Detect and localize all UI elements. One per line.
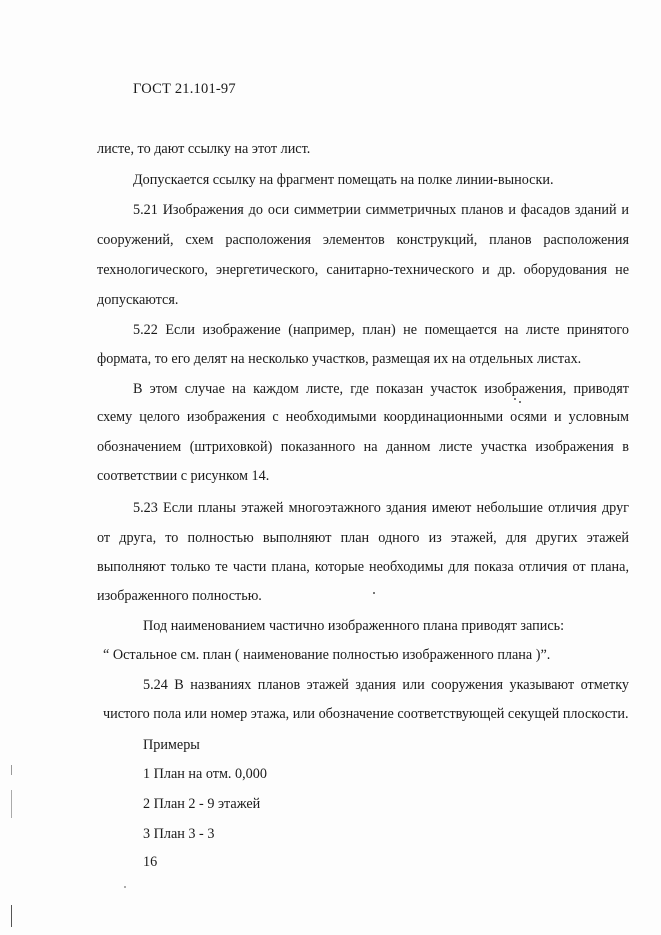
binding-mark [11, 790, 12, 818]
text-line: схему целого изображения с необходимыми координационными осями и условным [97, 409, 629, 425]
scan-speck [124, 886, 126, 888]
text-line: листе, то дают ссылку на этот лист. [97, 141, 311, 157]
scan-speck [519, 401, 521, 403]
scan-speck [373, 592, 375, 594]
text-line: формата, то его делят на несколько участков, размещая их на отдельных листах. [97, 351, 582, 367]
example-item: 2 План 2 - 9 этажей [143, 796, 261, 812]
text-line: Допускается ссылку на фрагмент помещать на полке линии-выноски. [133, 172, 554, 188]
text-line: соответствии с рисунком 14. [97, 468, 270, 484]
text-line: технологического, энергетического, санитарно-технического и др. оборудования не [97, 262, 629, 278]
text-line: чистого пола или номер этажа, или обозначение соответствующей секущей плоскости. [103, 706, 629, 722]
text-line: Под наименованием частично изображенного плана приводят запись: [143, 618, 565, 634]
text-line: выполняют только те части плана, которые необходимы для показа отличия от плана, [97, 559, 629, 575]
clause-5-24: 5.24 В названиях планов этажей здания или сооружения указывают отметку [143, 677, 629, 693]
text-line: обозначением (штриховкой) показанного на данном листе участка изображения в [97, 439, 629, 455]
text-line: В этом случае на каждом листе, где показан участок изображения, приводят [133, 381, 629, 397]
clause-5-23: 5.23 Если планы этажей многоэтажного здания имеют небольшие отличия друг [133, 500, 629, 516]
clause-5-22: 5.22 Если изображение (например, план) не помещается на листе принятого [133, 322, 629, 338]
text-line: изображенного полностью. [97, 588, 262, 604]
scan-speck [514, 398, 516, 400]
text-line: от друга, то полностью выполняют план одного из этажей, для других этажей [97, 530, 629, 546]
example-item: 3 План 3 - 3 [143, 826, 215, 842]
text-line: “ Остальное см. план ( наименование полностью изображенного плана )”. [103, 647, 551, 663]
clause-5-21: 5.21 Изображения до оси симметрии симметричных планов и фасадов зданий и [133, 202, 629, 218]
examples-heading: Примеры [143, 737, 200, 753]
page-number: 16 [143, 854, 158, 870]
binding-mark [11, 905, 12, 927]
example-item: 1 План на отм. 0,000 [143, 766, 267, 782]
text-line: допускаются. [97, 292, 179, 308]
text-line: сооружений, схем расположения элементов конструкций, планов расположения [97, 232, 629, 248]
document-header: ГОСТ 21.101-97 [133, 81, 236, 97]
binding-mark [11, 765, 12, 775]
